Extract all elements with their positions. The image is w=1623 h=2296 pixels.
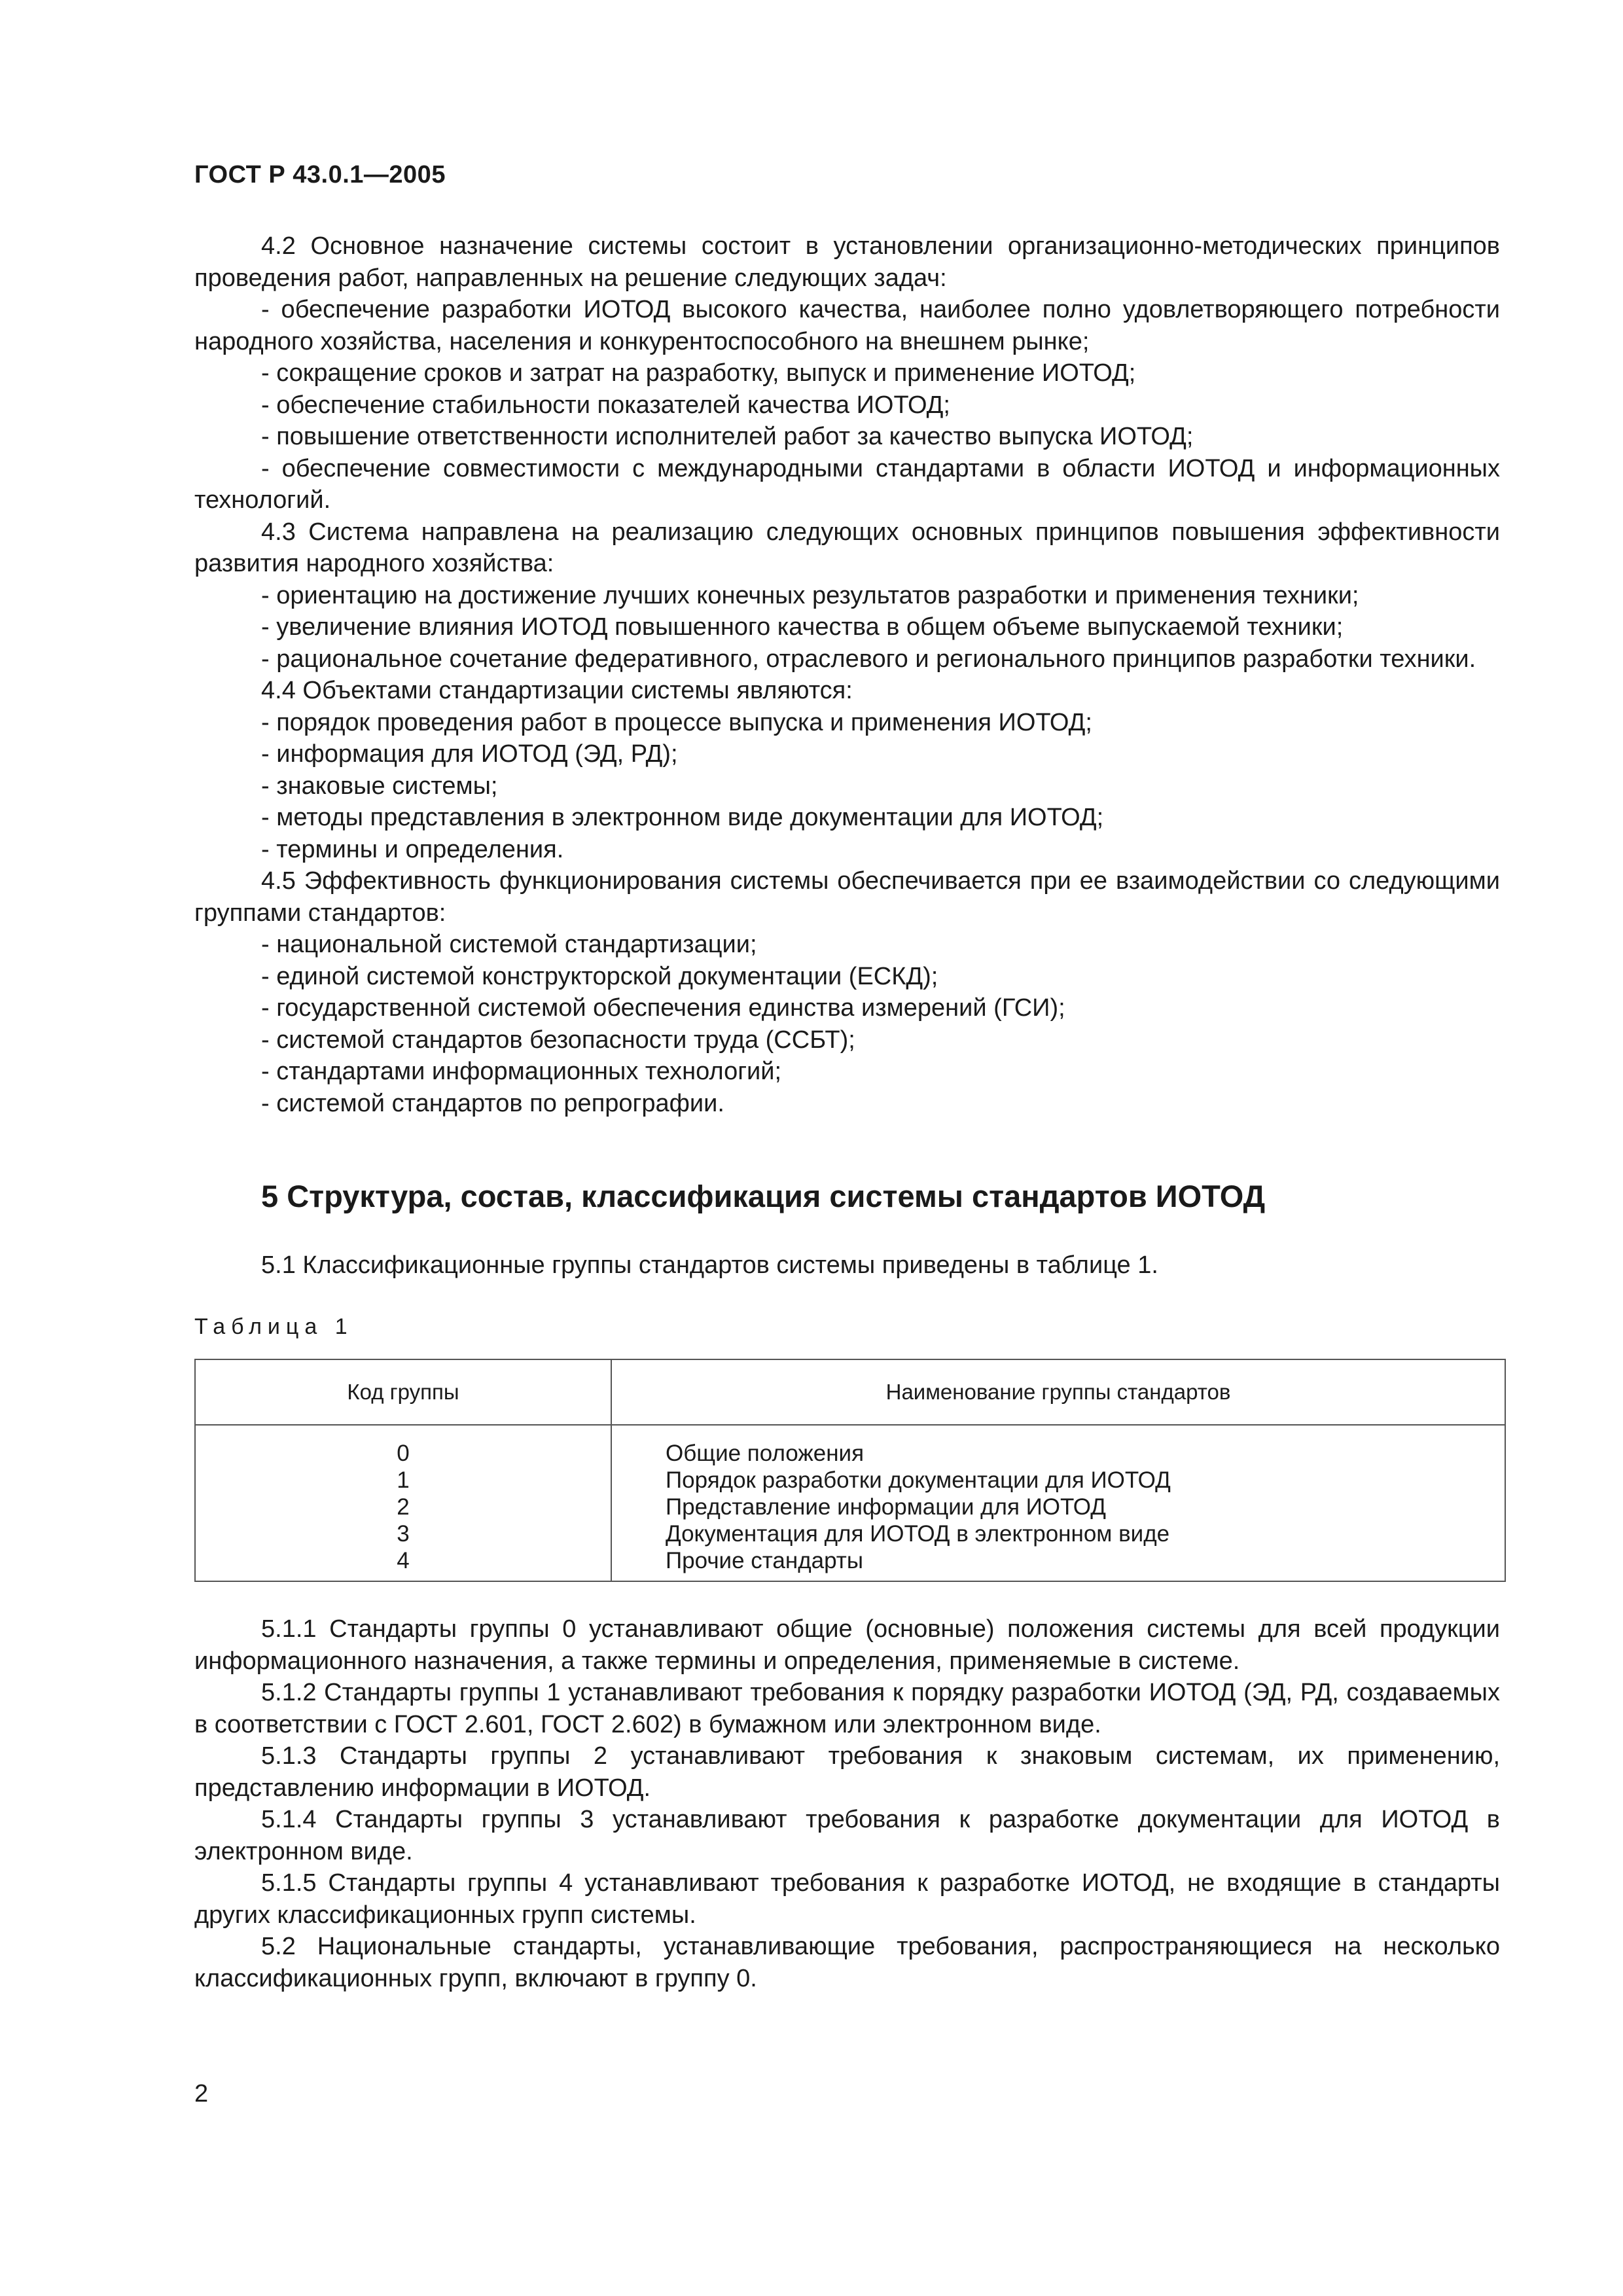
paragraph-5-1-1: 5.1.1 Стандарты группы 0 устанавливают общие (основные) положения системы для всей продукции информационного назначения, а также термины и определения, применяемые в системе.: [194, 1615, 1500, 1675]
list-item: - национальной системой стандартизации;: [261, 931, 757, 958]
list-item: - термины и определения.: [261, 835, 564, 863]
column-header-code: Код группы: [195, 1359, 611, 1425]
list-item: - стандартами информационных технологий;: [261, 1058, 782, 1085]
list-item: - обеспечение совместимости с международными стандартами в области ИОТОД и информационных технологий.: [194, 454, 1500, 514]
list-item: - порядок проведения работ в процессе выпуска и применения ИОТОД;: [261, 708, 1092, 736]
list-item: - ориентацию на достижение лучших конечных результатов разработки и применения техники;: [261, 581, 1359, 609]
paragraph-4-4: 4.4 Объектами стандартизации системы являются:: [261, 677, 853, 704]
classification-groups-table: [194, 1359, 1506, 1582]
section-5-title: 5 Структура, состав, классификация системы стандартов ИОТОД: [261, 1179, 1266, 1213]
list-item: - единой системой конструкторской документации (ЕСКД);: [261, 962, 938, 990]
list-item: - сокращение сроков и затрат на разработку, выпуск и применение ИОТОД;: [261, 359, 1136, 387]
group-name: Порядок разработки документации для ИОТОД: [666, 1467, 1171, 1493]
list-item: - системой стандартов по репрографии.: [261, 1089, 724, 1117]
group-name: Общие положения: [666, 1441, 865, 1466]
paragraph-5-1-4: 5.1.4 Стандарты группы 3 устанавливают требования к разработке документации для ИОТОД в электронном виде.: [194, 1806, 1500, 1865]
list-item: - государственной системой обеспечения единства измерений (ГСИ);: [261, 994, 1065, 1022]
group-code: 4: [397, 1548, 410, 1573]
group-name: Представление информации для ИОТОД: [666, 1494, 1106, 1520]
list-item: - информация для ИОТОД (ЭД, РД);: [261, 740, 678, 768]
table-caption: Таблица 1: [194, 1314, 353, 1339]
group-code: 3: [397, 1521, 410, 1547]
paragraph-5-1-3: 5.1.3 Стандарты группы 2 устанавливают требования к знаковым системам, их применению, представлению информации в ИОТОД.: [194, 1742, 1500, 1802]
list-item: - методы представления в электронном виде документации для ИОТОД;: [261, 804, 1104, 831]
list-item: - увеличение влияния ИОТОД повышенного качества в общем объеме выпускаемой техники;: [261, 613, 1344, 641]
list-item: - повышение ответственности исполнителей работ за качество выпуска ИОТОД;: [261, 423, 1194, 450]
page-number: 2: [194, 2080, 209, 2108]
paragraph-5-1: 5.1 Классификационные группы стандартов системы приведены в таблице 1.: [261, 1251, 1158, 1279]
group-codes-cell: [195, 1425, 611, 1581]
paragraph-4-5: 4.5 Эффективность функционирования системы обеспечивается при ее взаимодействии со следующими группами стандартов:: [194, 867, 1500, 927]
list-item: - рациональное сочетание федеративного, отраслевого и регионального принципов разработки техники.: [261, 645, 1476, 673]
paragraph-5-2: 5.2 Национальные стандарты, устанавливающие требования, распространяющиеся на несколько классификационных групп, включают в группу 0.: [194, 1933, 1500, 1992]
list-item: - обеспечение разработки ИОТОД высокого качества, наиболее полно удовлетворяющего потребности народного хозяйства, населения и конкурентоспособного на внешнем рынке;: [194, 296, 1500, 355]
document-code-header: ГОСТ Р 43.0.1—2005: [194, 161, 446, 188]
paragraph-4-2: 4.2 Основное назначение системы состоит в установлении организационно-методических принципов проведения работ, направленных на решение следующих задач:: [194, 232, 1500, 292]
table-header-row: [195, 1359, 1505, 1425]
paragraph-5-1-2: 5.1.2 Стандарты группы 1 устанавливают требования к порядку разработки ИОТОД (ЭД, РД, создаваемых в соответствии с ГОСТ 2.601, ГОСТ 2.602) в бумажном или электронном виде.: [194, 1679, 1500, 1738]
group-name: Прочие стандарты: [666, 1548, 863, 1573]
paragraph-5-1-5: 5.1.5 Стандарты группы 4 устанавливают требования к разработке ИОТОД, не входящие в стандарты других классификационных групп системы.: [194, 1869, 1500, 1929]
column-header-name: Наименование группы стандартов: [611, 1359, 1505, 1425]
list-item: - обеспечение стабильности показателей качества ИОТОД;: [261, 391, 950, 419]
group-code: 0: [397, 1441, 410, 1466]
table-row: [195, 1425, 1505, 1581]
paragraph-4-3: 4.3 Система направлена на реализацию следующих основных принципов повышения эффективности развития народного хозяйства:: [194, 518, 1500, 577]
group-names-cell: [611, 1425, 1505, 1581]
list-item: - знаковые системы;: [261, 772, 498, 800]
group-code: 2: [397, 1494, 410, 1520]
section-5-text: [194, 1613, 1500, 1994]
list-item: - системой стандартов безопасности труда (ССБТ);: [261, 1026, 855, 1054]
group-name: Документация для ИОТОД в электронном виде: [666, 1521, 1170, 1547]
section-4-text: [194, 230, 1500, 1119]
group-code: 1: [397, 1467, 410, 1493]
